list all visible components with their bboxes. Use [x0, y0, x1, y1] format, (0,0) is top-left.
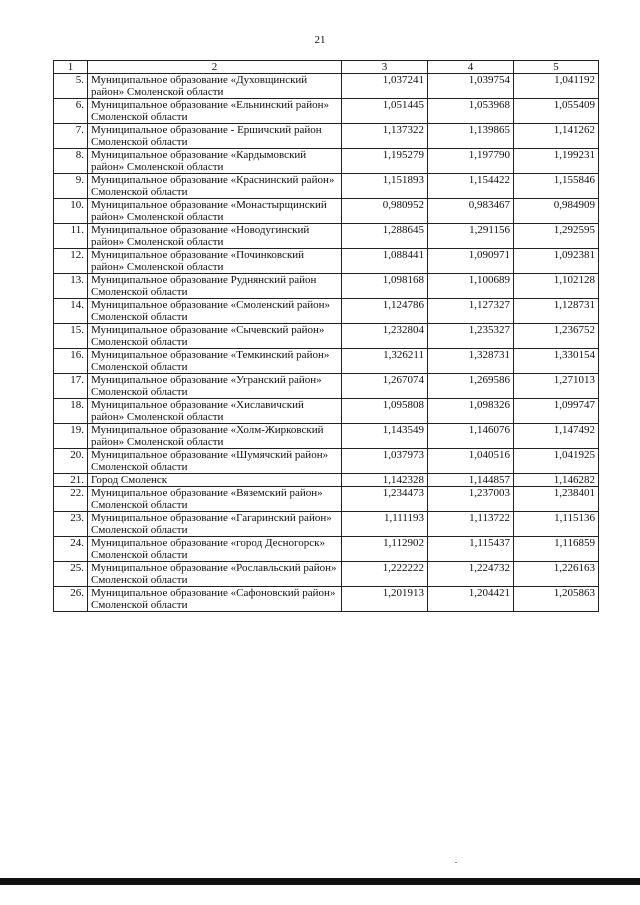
- table-row: [54, 474, 599, 487]
- value-col-5: 1,146282: [514, 474, 599, 487]
- table-header-row: [54, 61, 599, 74]
- value-col-5: 1,330154: [514, 349, 599, 374]
- municipality-name: Муниципальное образование «Сычевский район» Смоленской области: [88, 324, 342, 349]
- municipality-name: Муниципальное образование - Ершичский район Смоленской области: [88, 124, 342, 149]
- value-col-5: 1,115136: [514, 512, 599, 537]
- value-col-4: 1,146076: [428, 424, 514, 449]
- value-col-3: 1,137322: [342, 124, 428, 149]
- municipality-name: Муниципальное образование «Шумячский район» Смоленской области: [88, 449, 342, 474]
- table-row: [54, 424, 599, 449]
- value-col-4: 1,100689: [428, 274, 514, 299]
- column-header: 3: [342, 61, 428, 74]
- value-col-3: 1,222222: [342, 562, 428, 587]
- value-col-4: 1,291156: [428, 224, 514, 249]
- municipality-name: Муниципальное образование «Гагаринский район» Смоленской области: [88, 512, 342, 537]
- municipality-name: Муниципальное образование «Ельнинский район» Смоленской области: [88, 99, 342, 124]
- municipality-name: Муниципальное образование «Холм-Жирковский район» Смоленской области: [88, 424, 342, 449]
- value-col-4: 1,197790: [428, 149, 514, 174]
- row-number: 20.: [54, 449, 88, 474]
- row-number: 26.: [54, 587, 88, 612]
- value-col-5: 1,099747: [514, 399, 599, 424]
- row-number: 25.: [54, 562, 88, 587]
- value-col-3: 1,051445: [342, 99, 428, 124]
- table-row: [54, 349, 599, 374]
- value-col-5: 1,238401: [514, 487, 599, 512]
- value-col-4: 1,237003: [428, 487, 514, 512]
- value-col-4: 1,127327: [428, 299, 514, 324]
- value-col-3: 1,143549: [342, 424, 428, 449]
- value-col-4: 1,115437: [428, 537, 514, 562]
- municipality-name: Муниципальное образование Руднянский район Смоленской области: [88, 274, 342, 299]
- value-col-5: 1,092381: [514, 249, 599, 274]
- table-row: [54, 537, 599, 562]
- value-col-4: 1,235327: [428, 324, 514, 349]
- value-col-4: 1,269586: [428, 374, 514, 399]
- value-col-3: 1,288645: [342, 224, 428, 249]
- value-col-3: 0,980952: [342, 199, 428, 224]
- table-row: [54, 299, 599, 324]
- municipality-name: Город Смоленск: [88, 474, 342, 487]
- municipality-name: Муниципальное образование «Темкинский район» Смоленской области: [88, 349, 342, 374]
- row-number: 19.: [54, 424, 88, 449]
- value-col-4: 1,204421: [428, 587, 514, 612]
- value-col-4: 1,090971: [428, 249, 514, 274]
- row-number: 22.: [54, 487, 88, 512]
- value-col-4: 1,039754: [428, 74, 514, 99]
- row-number: 14.: [54, 299, 88, 324]
- value-col-3: 1,232804: [342, 324, 428, 349]
- table-row: [54, 124, 599, 149]
- table-row: [54, 249, 599, 274]
- table-row: [54, 274, 599, 299]
- row-number: 12.: [54, 249, 88, 274]
- row-number: 18.: [54, 399, 88, 424]
- value-col-3: 1,142328: [342, 474, 428, 487]
- value-col-5: 1,102128: [514, 274, 599, 299]
- value-col-5: 1,155846: [514, 174, 599, 199]
- value-col-4: 1,154422: [428, 174, 514, 199]
- value-col-3: 1,195279: [342, 149, 428, 174]
- row-number: 9.: [54, 174, 88, 199]
- municipality-name: Муниципальное образование «Починковский район» Смоленской области: [88, 249, 342, 274]
- value-col-3: 1,098168: [342, 274, 428, 299]
- table-row: [54, 224, 599, 249]
- value-col-5: 1,041192: [514, 74, 599, 99]
- value-col-3: 1,151893: [342, 174, 428, 199]
- row-number: 7.: [54, 124, 88, 149]
- municipality-name: Муниципальное образование «Краснинский район» Смоленской области: [88, 174, 342, 199]
- row-number: 13.: [54, 274, 88, 299]
- row-number: 10.: [54, 199, 88, 224]
- municipality-name: Муниципальное образование «Хиславичский район» Смоленской области: [88, 399, 342, 424]
- value-col-5: 1,141262: [514, 124, 599, 149]
- value-col-4: 1,113722: [428, 512, 514, 537]
- municipality-name: Муниципальное образование «Вяземский район» Смоленской области: [88, 487, 342, 512]
- column-header: 5: [514, 61, 599, 74]
- value-col-5: 1,041925: [514, 449, 599, 474]
- value-col-4: 1,328731: [428, 349, 514, 374]
- municipality-name: Муниципальное образование «город Десногорск» Смоленской области: [88, 537, 342, 562]
- municipality-name: Муниципальное образование «Духовщинский район» Смоленской области: [88, 74, 342, 99]
- value-col-5: 1,236752: [514, 324, 599, 349]
- value-col-3: 1,037973: [342, 449, 428, 474]
- scan-speck: [455, 862, 457, 863]
- value-col-5: 1,205863: [514, 587, 599, 612]
- table-row: [54, 199, 599, 224]
- value-col-3: 1,326211: [342, 349, 428, 374]
- value-col-5: 1,055409: [514, 99, 599, 124]
- municipality-name: Муниципальное образование «Новодугинский район» Смоленской области: [88, 224, 342, 249]
- municipality-name: Муниципальное образование «Смоленский район» Смоленской области: [88, 299, 342, 324]
- table-row: [54, 399, 599, 424]
- value-col-5: 1,128731: [514, 299, 599, 324]
- value-col-4: 1,224732: [428, 562, 514, 587]
- table-row: [54, 174, 599, 199]
- table-row: [54, 149, 599, 174]
- value-col-3: 1,112902: [342, 537, 428, 562]
- value-col-3: 1,201913: [342, 587, 428, 612]
- municipality-name: Муниципальное образование «Угранский район» Смоленской области: [88, 374, 342, 399]
- table-row: [54, 374, 599, 399]
- value-col-3: 1,234473: [342, 487, 428, 512]
- row-number: 23.: [54, 512, 88, 537]
- table-row: [54, 324, 599, 349]
- table-row: [54, 512, 599, 537]
- table-row: [54, 487, 599, 512]
- table-row: [54, 449, 599, 474]
- value-col-3: 1,088441: [342, 249, 428, 274]
- value-col-4: 1,040516: [428, 449, 514, 474]
- coefficients-table: [53, 60, 599, 612]
- column-header: 1: [54, 61, 88, 74]
- value-col-5: 1,199231: [514, 149, 599, 174]
- value-col-5: 1,292595: [514, 224, 599, 249]
- row-number: 21.: [54, 474, 88, 487]
- value-col-5: 0,984909: [514, 199, 599, 224]
- value-col-3: 1,037241: [342, 74, 428, 99]
- municipality-name: Муниципальное образование «Сафоновский район» Смоленской области: [88, 587, 342, 612]
- value-col-4: 0,983467: [428, 199, 514, 224]
- table-row: [54, 562, 599, 587]
- value-col-3: 1,095808: [342, 399, 428, 424]
- row-number: 24.: [54, 537, 88, 562]
- scan-edge-bar: [0, 878, 640, 885]
- value-col-4: 1,053968: [428, 99, 514, 124]
- row-number: 6.: [54, 99, 88, 124]
- value-col-5: 1,271013: [514, 374, 599, 399]
- value-col-3: 1,111193: [342, 512, 428, 537]
- page-number: 21: [314, 34, 326, 46]
- value-col-3: 1,124786: [342, 299, 428, 324]
- value-col-3: 1,267074: [342, 374, 428, 399]
- column-header: 4: [428, 61, 514, 74]
- row-number: 5.: [54, 74, 88, 99]
- value-col-4: 1,139865: [428, 124, 514, 149]
- municipality-name: Муниципальное образование «Монастырщинский район» Смоленской области: [88, 199, 342, 224]
- table-row: [54, 587, 599, 612]
- row-number: 11.: [54, 224, 88, 249]
- value-col-4: 1,098326: [428, 399, 514, 424]
- value-col-5: 1,116859: [514, 537, 599, 562]
- value-col-5: 1,226163: [514, 562, 599, 587]
- column-header: 2: [88, 61, 342, 74]
- municipality-name: Муниципальное образование «Кардымовский район» Смоленской области: [88, 149, 342, 174]
- row-number: 15.: [54, 324, 88, 349]
- table-row: [54, 74, 599, 99]
- row-number: 8.: [54, 149, 88, 174]
- municipality-name: Муниципальное образование «Рославльский район» Смоленской области: [88, 562, 342, 587]
- row-number: 16.: [54, 349, 88, 374]
- value-col-5: 1,147492: [514, 424, 599, 449]
- table-row: [54, 99, 599, 124]
- value-col-4: 1,144857: [428, 474, 514, 487]
- row-number: 17.: [54, 374, 88, 399]
